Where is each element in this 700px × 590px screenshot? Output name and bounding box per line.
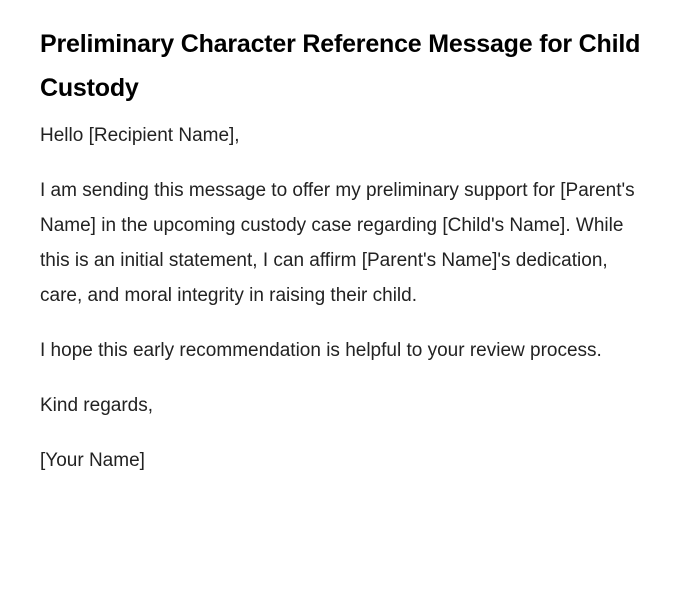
document-title: Preliminary Character Reference Message for Child Custody [40,30,641,102]
closing: Kind regards, [40,395,154,416]
body-paragraph-2: I hope this early recommendation is helpful to your review process. [40,340,602,361]
greeting: Hello [Recipient Name], [40,125,240,146]
signature: [Your Name] [40,450,145,471]
body-paragraph-1: I am sending this message to offer my preliminary support for [Parent's Name] in the upcoming custody case regarding [Child's Name]. While this is an initial statement, I can affirm [Parent's Name]'s dedication, care, and moral integrity in raising their child. [40,180,635,306]
